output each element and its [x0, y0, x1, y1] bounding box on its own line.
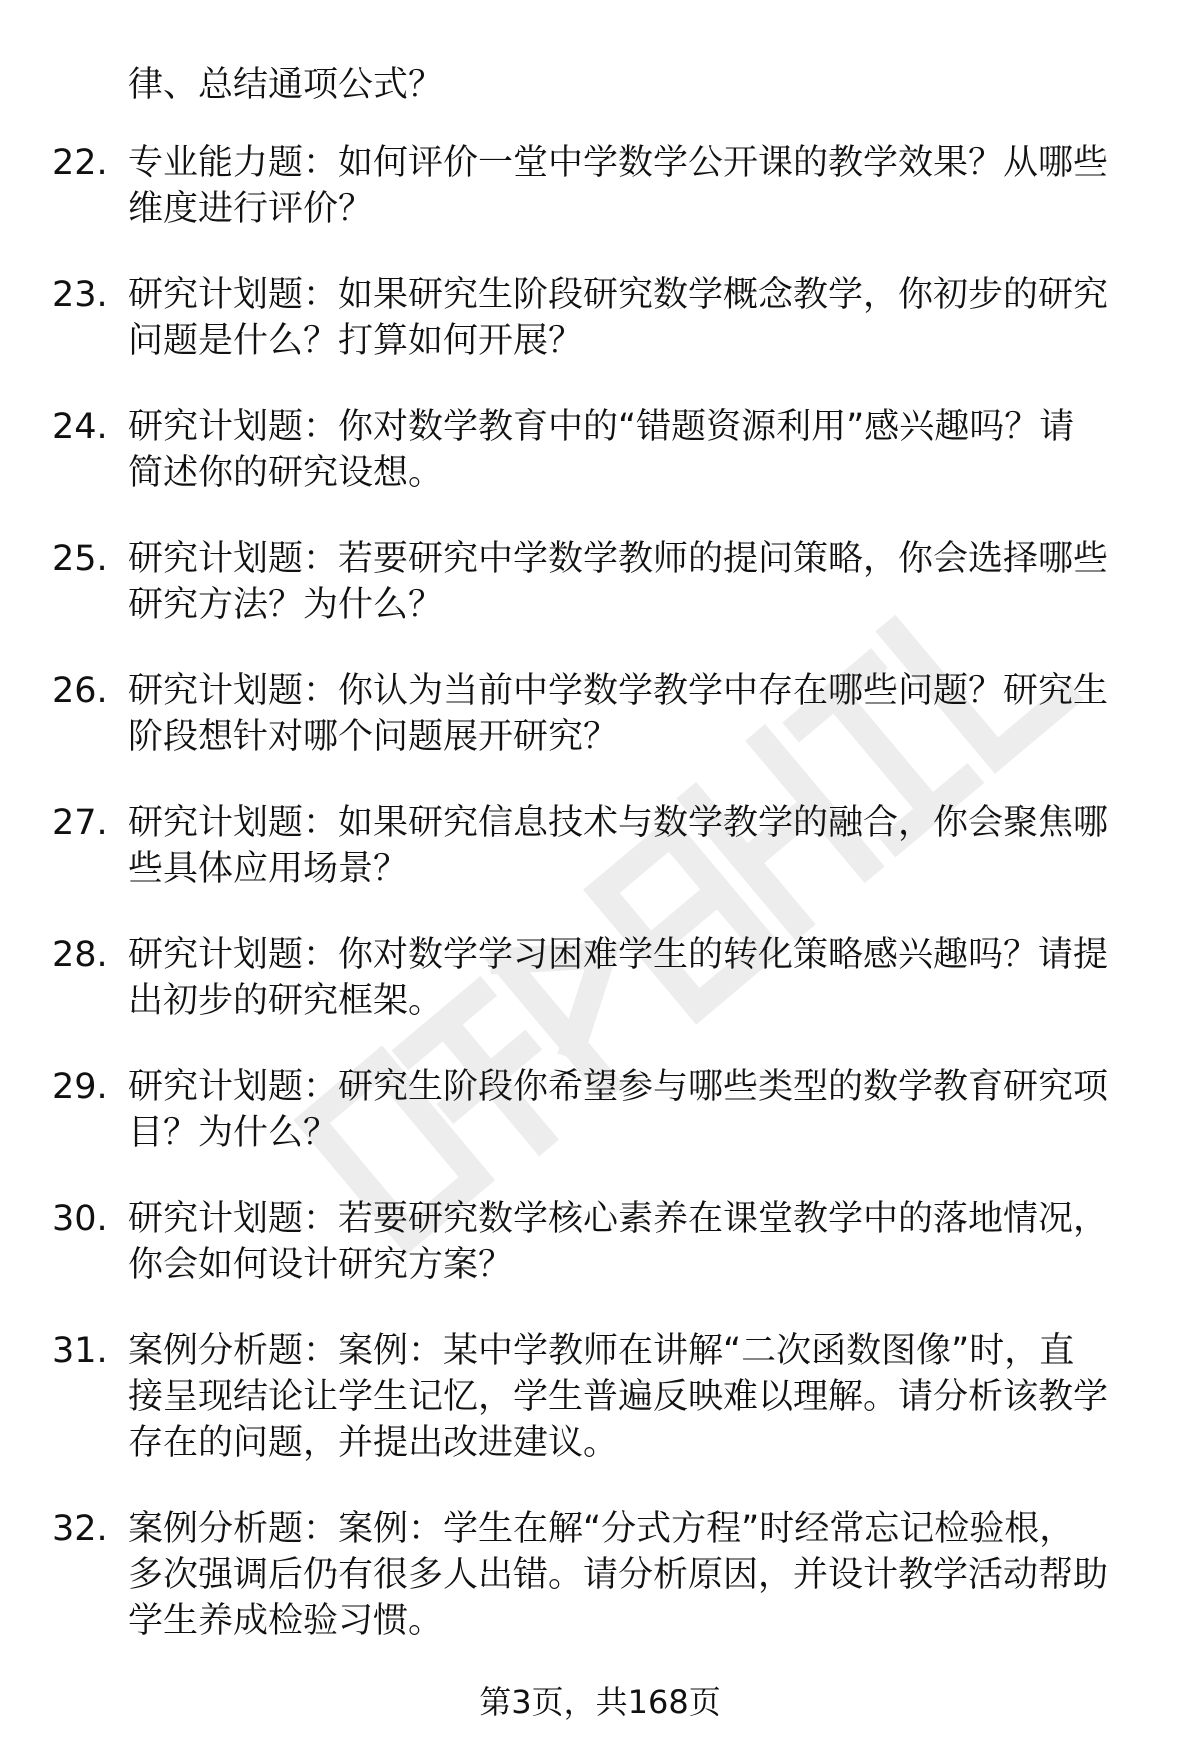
- question-text-line: 研究计划题：你对数学教育中的“错题资源利用”感兴趣吗？请: [128, 407, 1075, 447]
- question-text-line: 案例分析题：案例：学生在解“分式方程”时经常忘记检验根，: [128, 1509, 1075, 1549]
- question-list: [0, 140, 1200, 1684]
- question-item: [0, 1064, 1200, 1156]
- question-text-line: 专业能力题：如何评价一堂中学数学公开课的教学效果？从哪些: [128, 143, 1109, 183]
- question-text-line: 学生养成检验习惯。: [128, 1601, 444, 1641]
- question-text-line: 研究计划题：若要研究中学数学教师的提问策略，你会选择哪些: [128, 539, 1109, 579]
- question-number: 26.: [52, 671, 108, 711]
- question-text: [128, 800, 1188, 892]
- question-text-line: 研究计划题：研究生阶段你希望参与哪些类型的数学教育研究项: [128, 1067, 1109, 1107]
- question-number: 32.: [52, 1509, 108, 1549]
- question-number: 25.: [52, 539, 108, 579]
- question-number: 24.: [52, 407, 108, 447]
- question-text-line: 阶段想针对哪个问题展开研究？: [128, 717, 619, 757]
- question-text: [128, 1196, 1188, 1288]
- question-text-line: 简述你的研究设想。: [128, 453, 444, 493]
- question-text-line: 研究计划题：你认为当前中学数学教学中存在哪些问题？研究生: [128, 671, 1109, 711]
- question-text-line: 出初步的研究框架。: [128, 981, 444, 1021]
- question-text-line: 研究计划题：如果研究生阶段研究数学概念教学，你初步的研究: [128, 275, 1109, 315]
- question-text-line: 你会如何设计研究方案？: [128, 1245, 514, 1285]
- question-text: [128, 404, 1188, 496]
- question-number: 30.: [52, 1199, 108, 1239]
- question-text-line: 接呈现结论让学生记忆，学生普遍反映难以理解。请分析该教学: [128, 1377, 1109, 1417]
- question-text-line: 多次强调后仍有很多人出错。请分析原因，并设计教学活动帮助: [128, 1555, 1109, 1595]
- question-text-line: 目？为什么？: [128, 1113, 339, 1153]
- question-number: 31.: [52, 1331, 108, 1371]
- question-text: [128, 272, 1188, 364]
- question-text: [128, 1064, 1188, 1156]
- question-text: [128, 932, 1188, 1024]
- question-item: [0, 800, 1200, 892]
- question-text: [128, 1328, 1188, 1466]
- question-text-line: 案例分析题：案例：某中学教师在讲解“二次函数图像”时，直: [128, 1331, 1075, 1371]
- question-text-line: 维度进行评价？: [128, 189, 374, 229]
- question-text-line: 存在的问题，并提出改进建议。: [128, 1423, 619, 1463]
- question-item: [0, 1328, 1200, 1466]
- question-text: [128, 668, 1188, 760]
- question-text: [128, 140, 1188, 232]
- question-number: 27.: [52, 803, 108, 843]
- question-number: 29.: [52, 1067, 108, 1107]
- question-item: [0, 1196, 1200, 1288]
- question-item: [0, 536, 1200, 628]
- question-item: [0, 668, 1200, 760]
- question-item: [0, 272, 1200, 364]
- question-item: [0, 140, 1200, 232]
- page-footer: 第3页，共168页: [479, 1683, 721, 1721]
- question-number: 28.: [52, 935, 108, 975]
- question-text-line: 研究方法？为什么？: [128, 585, 444, 625]
- question-item: [0, 1506, 1200, 1644]
- question-text-line: 研究计划题：若要研究数学核心素养在课堂教学中的落地情况，: [128, 1199, 1109, 1239]
- question-text-line: 研究计划题：你对数学学习困难学生的转化策略感兴趣吗？请提: [128, 935, 1109, 975]
- question-text-line: 问题是什么？打算如何开展？: [128, 321, 584, 361]
- question-text-line: 些具体应用场景？: [128, 849, 409, 889]
- question-text: [128, 1506, 1188, 1644]
- question-text: [128, 536, 1188, 628]
- continuation-line: 律、总结通项公式？: [128, 65, 444, 105]
- question-number: 23.: [52, 275, 108, 315]
- question-item: [0, 404, 1200, 496]
- question-item: [0, 932, 1200, 1024]
- question-text-line: 研究计划题：如果研究信息技术与数学教学的融合，你会聚焦哪: [128, 803, 1109, 843]
- question-number: 22.: [52, 143, 108, 183]
